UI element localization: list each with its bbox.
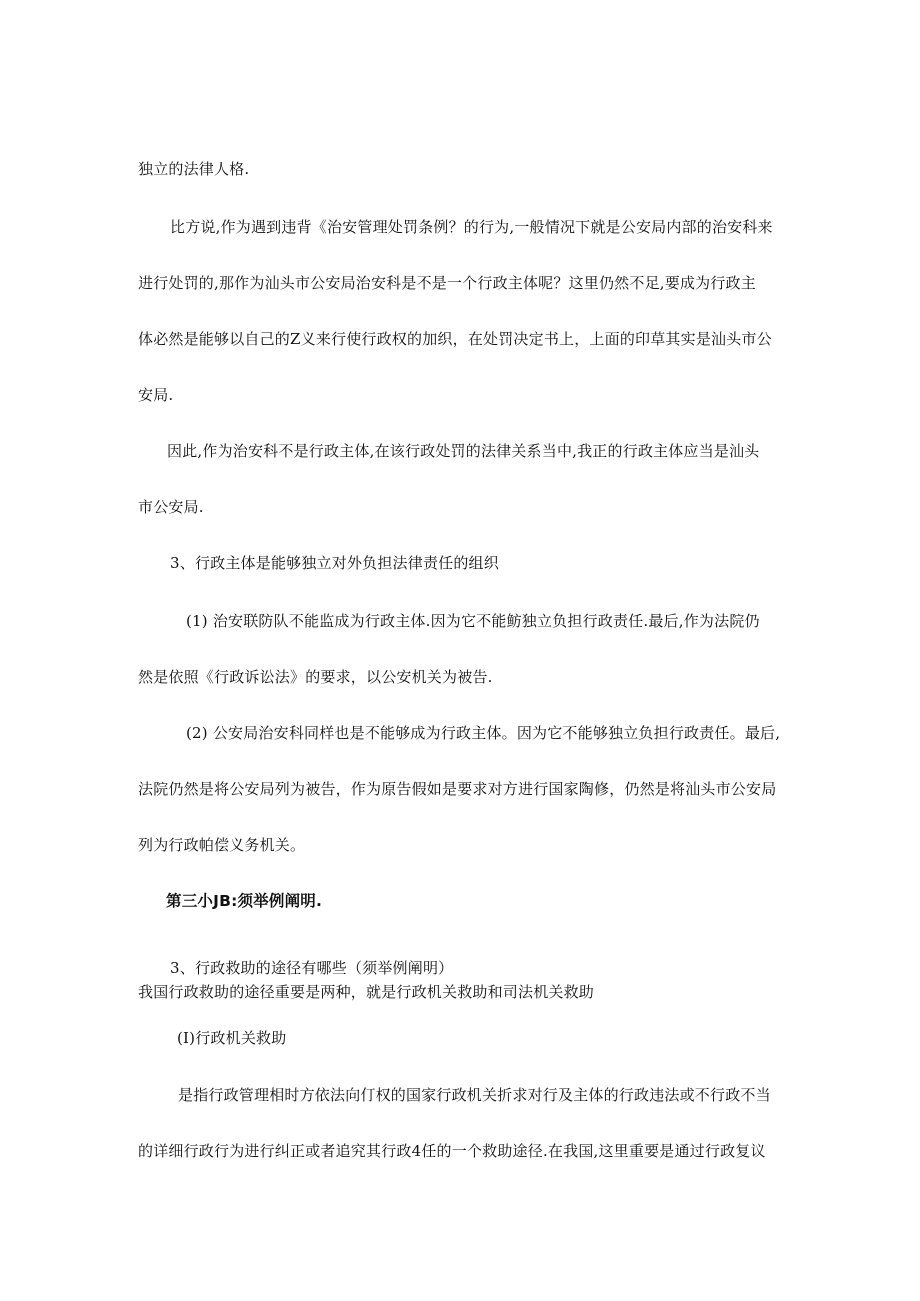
text-line: 然是依照《行政诉讼法》的要求，以公安机关为被告. — [138, 668, 493, 686]
text-line: 我国行政救助的途径重要是两种，就是行政机关救助和司法机关救助 — [138, 983, 595, 1001]
text-line: 比方说,作为遇到违背《治安管理处罚条例？的行为,一般情况下就是公安局内部的治安科来 — [170, 218, 773, 236]
section-heading: 第三小JB:须举例阐明. — [166, 892, 323, 910]
text-line: 市公安局. — [138, 498, 204, 516]
text-line: 法院仍然是将公安局列为被告，作为原告假如是要求对方进行国家陶修，仍然是将汕头市公安局 — [138, 780, 777, 798]
text-line: 因此,作为治安科不是行政主体,在该行政处罚的法律关系当中,我正的行政主体应当是汕头 — [167, 442, 760, 460]
subsection-heading: (I)行政机关救助 — [177, 1029, 287, 1047]
text-line: 的详细行政行为进行纠正或者追究其行政4任的一个救助途径.在我国,这里重要是通过行政复议 — [138, 1142, 766, 1160]
question-heading: 3、行政救助的途径有哪些（须举例阐明） — [170, 959, 454, 977]
text-line: 进行处罚的,那作为汕头市公安局治安科是不是一个行政主体呢？这里仍然不足,要成为行政主 — [138, 274, 756, 292]
text-line: 列为行政帕偿义务机关。 — [138, 836, 306, 854]
text-line: 安局. — [138, 386, 174, 404]
text-line: (2) 公安局治安科同样也是不能够成为行政主体。因为它不能够独立负担行政责任。最后, — [186, 724, 781, 742]
text-line: 是指行政管理相时方依法向仃权的国家行政机关折求对行及主体的行政违法或不行政不当 — [178, 1086, 771, 1104]
section-heading: 3、行政主体是能够独立对外负担法律责任的组织 — [170, 554, 499, 572]
text-line: (1) 治安联防队不能监成为行政主体.因为它不能鲂独立负担行政责任.最后,作为法院仍 — [186, 612, 760, 630]
text-line: 体必然是能够以自己的Z义来行使行政权的加织，在处罚决定书上，上面的印草其实是汕头市公 — [138, 330, 772, 348]
text-line: 独立的法律人格. — [138, 160, 250, 178]
